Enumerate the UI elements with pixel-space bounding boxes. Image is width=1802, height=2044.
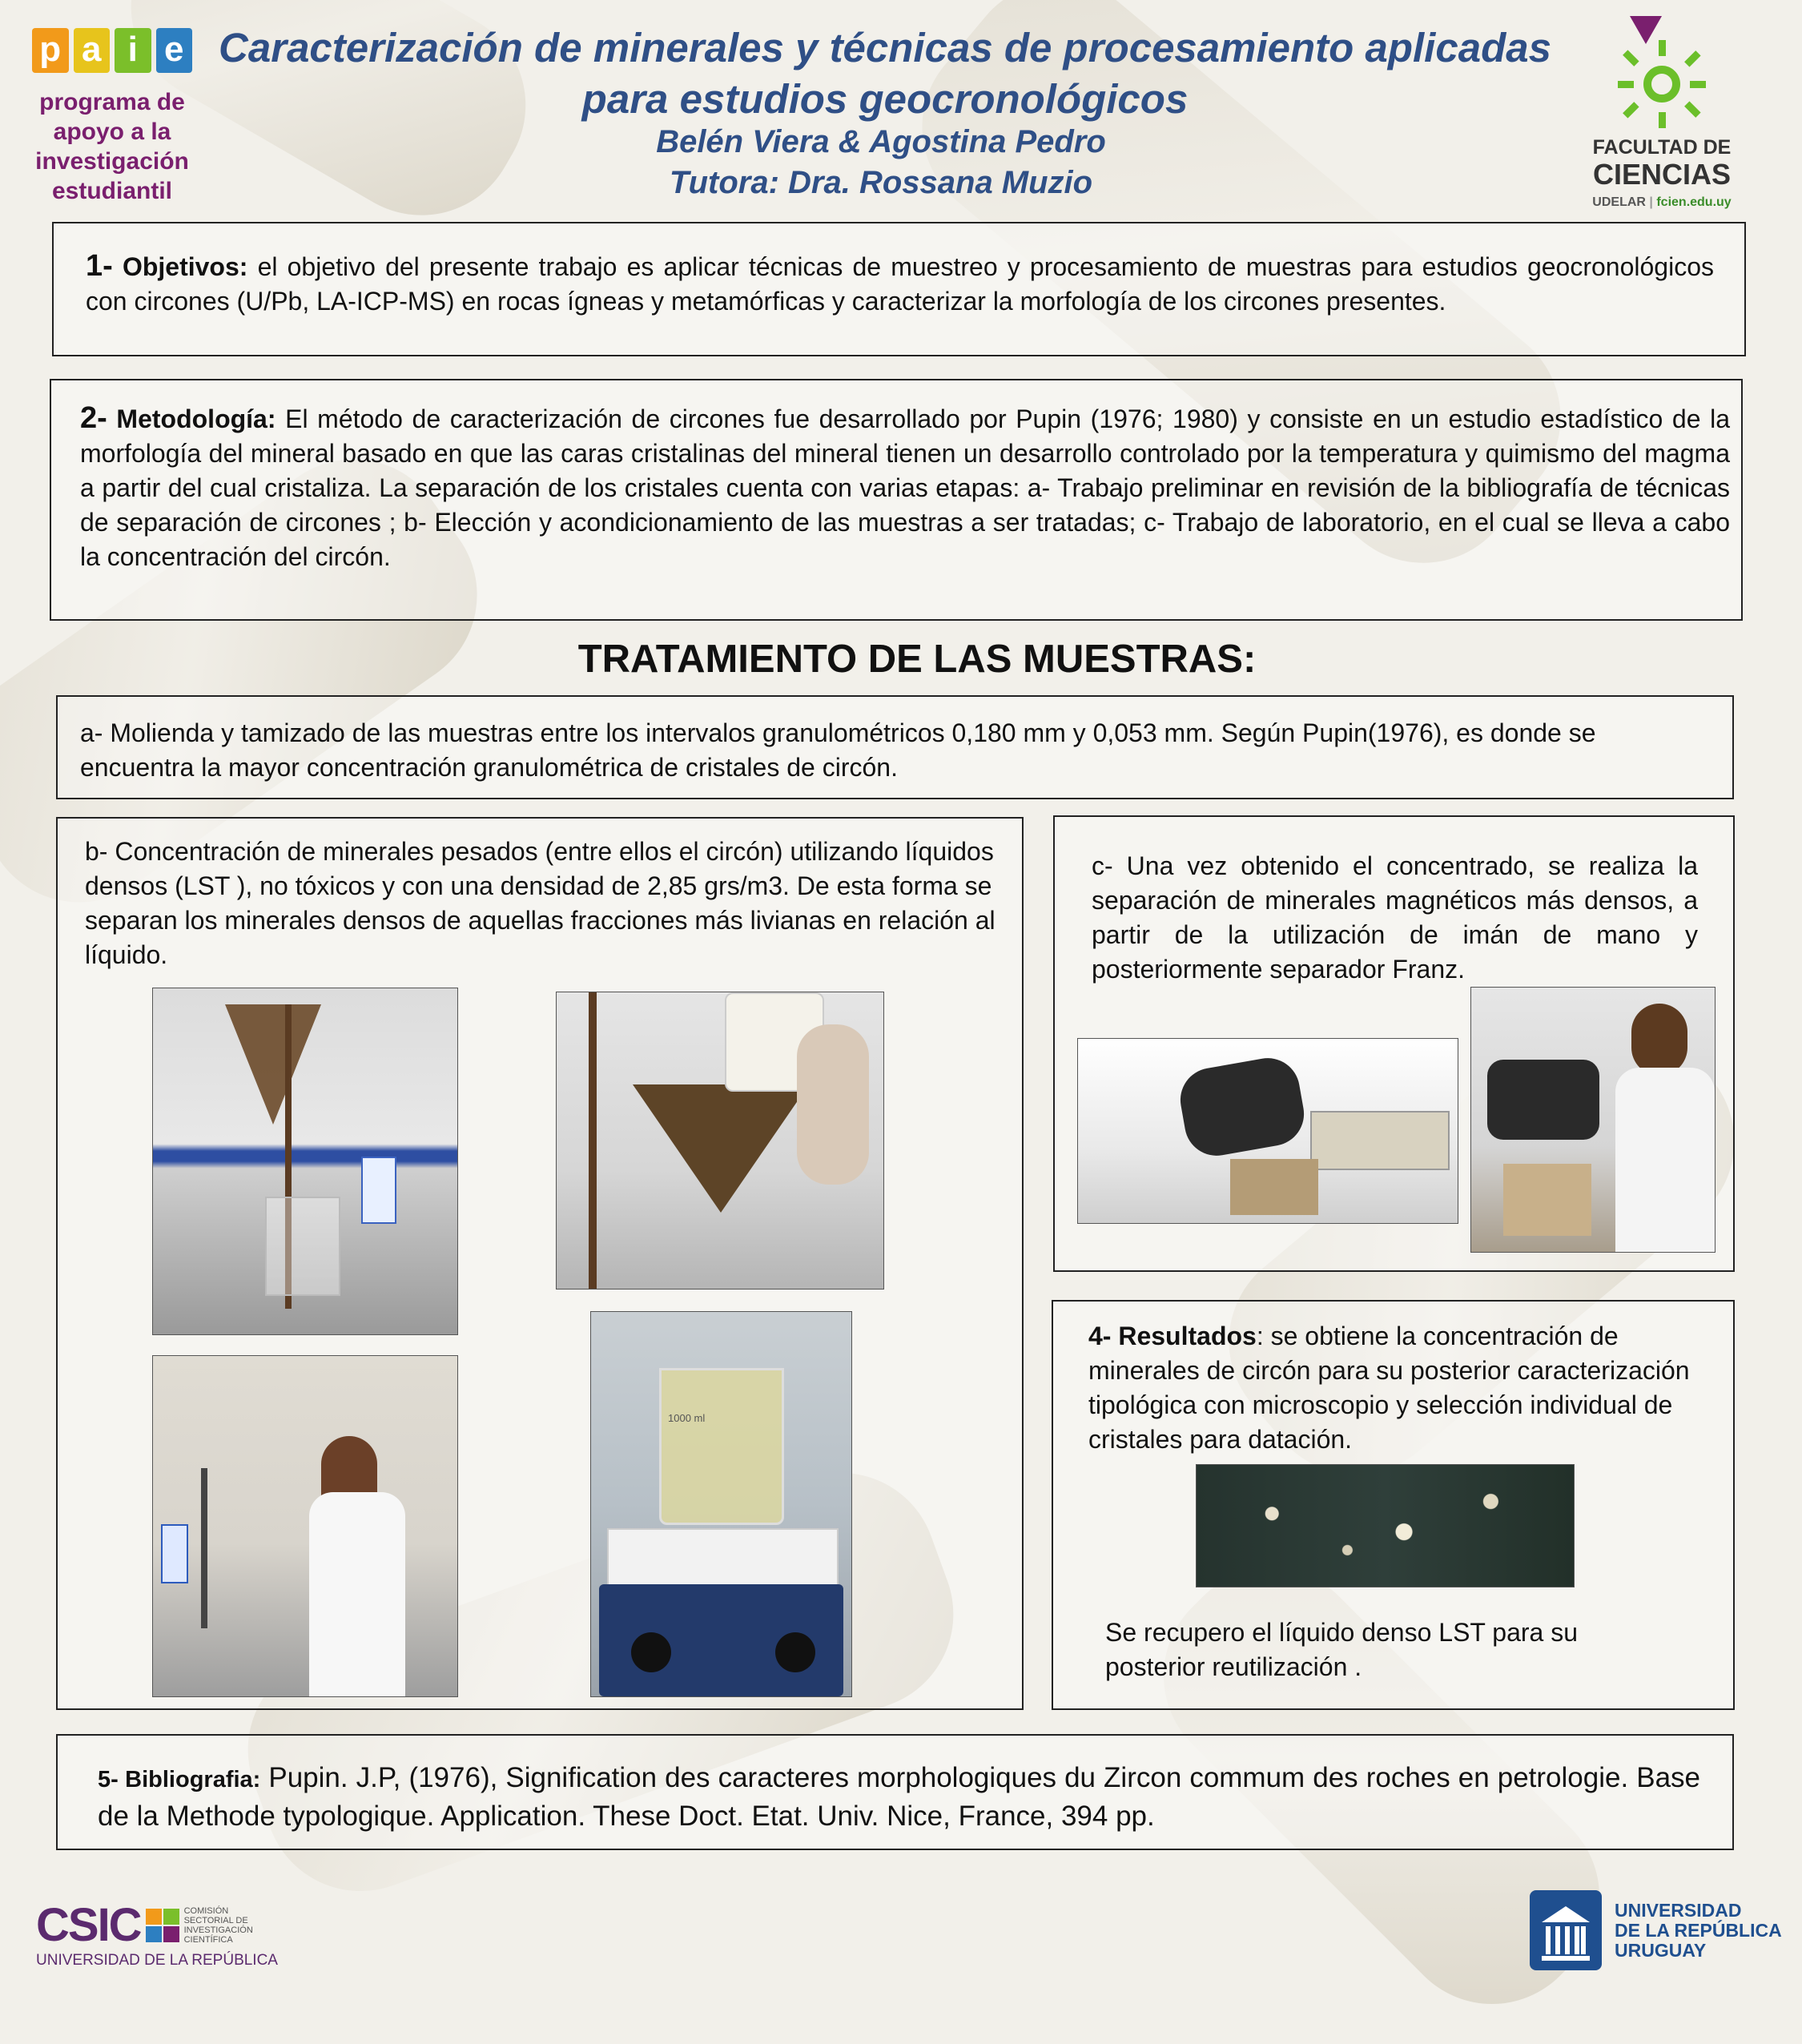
section-metodologia: 2- Metodología: El método de caracterización de circones fue desarrollado por Pupin (1976; 1980) y consiste en un estudio estadístico de la morfología del mineral basado en que las caras cristalinas del mineral tienen un desarrollo controlado por la temperatura y quimismo del magma a partir del cual cristaliza. La separación de los cristales cuenta con varias etapas: a- Trabajo preliminar en revisión de la bibliografía de técnicas de separación de circones ; b- Elección y acondicionamiento de las muestras a ser tratadas; c- Trabajo de laboratorio, en el cual se lleva a cabo la concentración del circón. [50,379,1743,621]
photo-funnel-pour [556,992,884,1290]
lst-recovery-text: Se recupero el líquido denso LST para su posterior reutilización . [1105,1618,1579,1681]
udelar-building-icon [1530,1890,1602,1970]
section-resultados: 4- Resultados: se obtiene la concentración de minerales de circón para su posterior caracterización tipológica con microscopio y selección individual de cristales para datación. [1052,1300,1735,1710]
fcien-sunburst-icon [1606,12,1718,132]
poster-title: Caracterización de minerales y técnicas de procesamiento aplicadas para estudios geocronológicos [219,25,1551,122]
paie-letter-i: i [115,28,151,73]
section-bibliografia: 5- Bibliografia: Pupin. J.P, (1976), Signification des caracteres morphologiques du Zircon commum des roches en petrologie. Base de la Methode typologique. Application. These Doct. Etat. Univ. Nice, France, 394 pp. [56,1734,1734,1850]
photo-beaker-stirrer [590,1311,852,1697]
udelar-logo: UNIVERSIDAD DE LA REPÚBLICA URUGUAY [1530,1890,1786,1970]
photo-student-lab [152,1355,458,1697]
paie-letter-p: p [32,28,69,73]
step-c-box: c- Una vez obtenido el concentrado, se realiza la separación de minerales magnéticos más densos, a partir de la utilización de imán de mano y posteriormente separador Franz. [1053,815,1735,1272]
paie-logo [32,28,192,206]
csic-squares-icon [146,1909,179,1942]
tutor: Tutora: Dra. Rossana Muzio [669,165,1093,200]
section-objetivos: 1- Objetivos: el objetivo del presente trabajo es aplicar técnicas de muestreo y procesamiento de muestras para estudios geocronológicos con circones (U/Pb, LA-ICP-MS) en rocas ígneas y metamórficas y caracterizar la morfología de los circones presentes. [52,222,1746,356]
authors: Belén Viera & Agostina Pedro [656,124,1106,159]
paie-text: programa de apoyo a la investigación estudiantil [35,89,189,204]
step-a-box: a- Molienda y tamizado de las muestras entre los intervalos granulométricos 0,180 mm y 0,053 mm. Según Pupin(1976), es donde se encuentra la mayor concentración granulométrica de cristales de circón. [56,695,1734,799]
beaker-label: 1000 ml [668,1412,706,1424]
paie-letter-e: e [156,28,193,73]
facultad-ciencias-logo: FACULTAD DE CIENCIAS UDELAR | fcien.edu.uy [1582,12,1742,210]
step-b-box: b- Concentración de minerales pesados (entre ellos el circón) utilizando líquidos densos (LST ), no tóxicos y con una densidad de 2,85 grs/m3. De esta forma se separan los minerales densos de aquellas fracciones más livianas en relación al líquido. [56,817,1024,1710]
photo-franz-separator [1077,1038,1458,1224]
photo-funnel-setup [152,988,458,1335]
treatment-heading: TRATAMIENTO DE LAS MUESTRAS: [577,638,1257,681]
csic-logo: CSIC COMISIÓN SECTORIAL DE INVESTIGACIÓN CIENTÍFICA UNIVERSIDAD DE LA REPÚBLICA [36,1899,278,1969]
photo-student-magnet [1470,987,1716,1253]
photo-zircon-microscope [1196,1464,1575,1587]
paie-letter-a: a [74,28,111,73]
